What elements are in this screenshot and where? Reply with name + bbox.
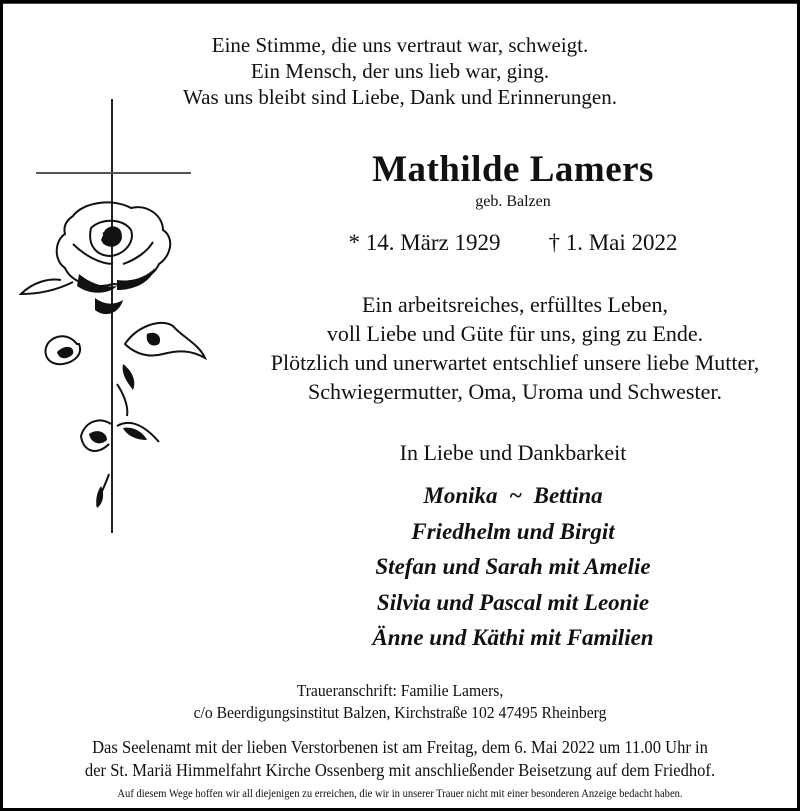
- cross-beam: [36, 172, 191, 174]
- bio-line: Schwiegermutter, Oma, Uroma und Schwester.: [308, 379, 722, 404]
- birth-name: geb. Balzen: [475, 193, 551, 210]
- rose-icon: [13, 194, 213, 514]
- service-line: der St. Mariä Himmelfahrt Kirche Ossenberg mit anschließender Beisetzung auf dem Friedhof.: [84, 760, 716, 780]
- service-line: Das Seelenamt mit der lieben Verstorbenen ist am Freitag, dem 6. Mai 2022 um 11.00 Uhr in: [92, 737, 708, 757]
- life-dates: [233, 228, 793, 258]
- mourners-intro: In Liebe und Dankbarkeit: [399, 440, 627, 465]
- mourner-line: Änne und Käthi mit Familien: [372, 625, 654, 650]
- mourners-list: [233, 478, 793, 656]
- biography-text: [235, 290, 795, 406]
- mourner-line: Friedhelm und Birgit: [411, 518, 615, 544]
- bio-line: Plötzlich und unerwartet entschlief unsere liebe Mutter,: [270, 350, 760, 375]
- bio-line: Ein arbeitsreiches, erfülltes Leben,: [361, 292, 669, 317]
- obituary-notice: [3, 3, 797, 808]
- poem-line: Eine Stimme, die uns vertraut war, schweigt.: [211, 33, 589, 57]
- footer-note: Auf diesem Wege hoffen wir all diejenigen zu erreichen, die wir in unserer Trauer nicht mit einer besonderen Anzeige bedacht haben.: [117, 788, 683, 800]
- mourner-line: Stefan und Sarah mit Amelie: [375, 554, 651, 579]
- address-line: Traueranschrift: Familie Lamers,: [296, 681, 504, 700]
- condolence-address: [35, 680, 765, 724]
- bio-line: voll Liebe und Güte für uns, ging zu Ende.: [326, 321, 704, 346]
- mourner-line: Silvia und Pascal mit Leonie: [376, 589, 650, 615]
- poem-line: Ein Mensch, der uns lieb war, ging.: [250, 59, 550, 83]
- death-date: † 1. Mai 2022: [548, 230, 678, 255]
- birth-date: * 14. März 1929: [348, 230, 501, 255]
- poem-line: Was uns bleibt sind Liebe, Dank und Erinnerungen.: [183, 85, 617, 109]
- opening-poem: [3, 32, 797, 110]
- mourner-line: Monika ~ Bettina: [423, 483, 603, 508]
- service-info: [35, 736, 765, 782]
- address-line: c/o Beerdigungsinstitut Balzen, Kirchstraße 102 47495 Rheinberg: [193, 703, 607, 722]
- deceased-name: Mathilde Lamers: [372, 149, 654, 190]
